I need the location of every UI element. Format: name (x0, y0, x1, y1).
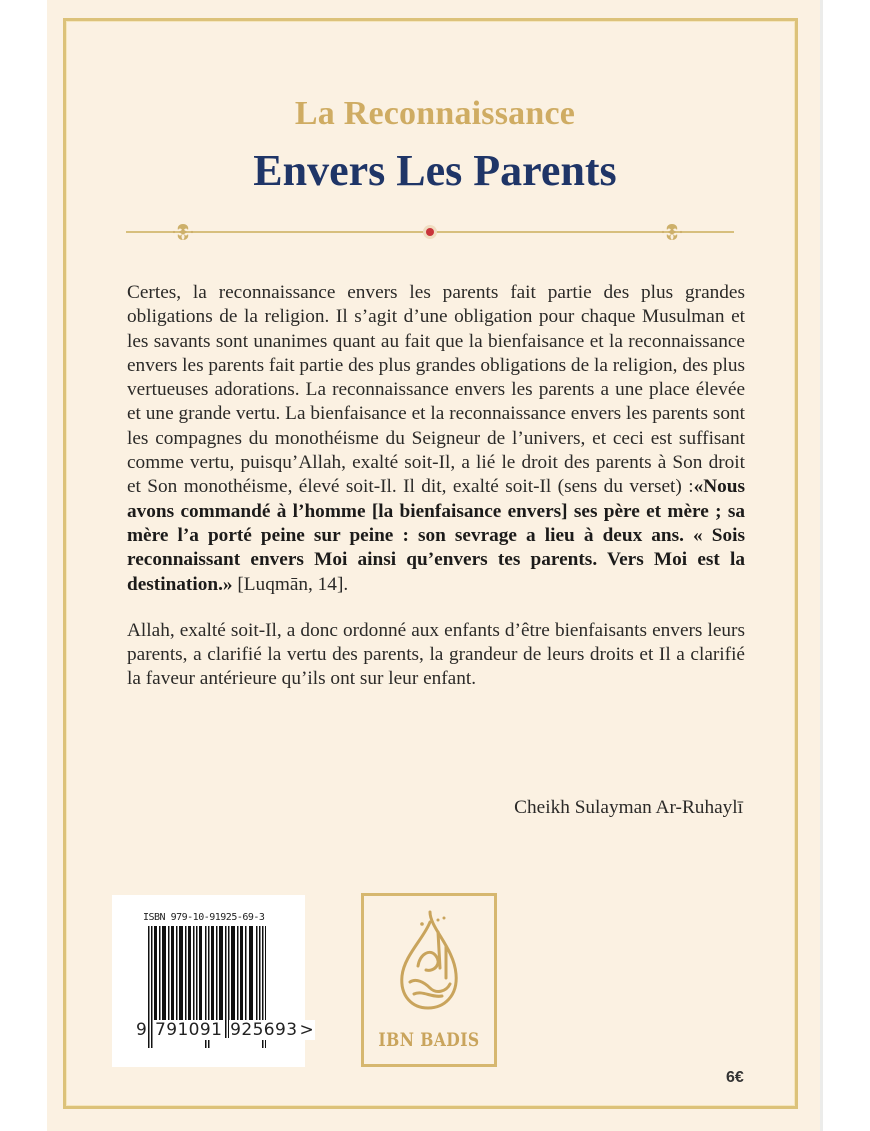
author-signature: Cheikh Sulayman Ar-Ruhaylī (514, 797, 743, 818)
price-label: 6€ (726, 1069, 744, 1086)
blurb-text (127, 281, 745, 692)
red-dot-icon (423, 225, 437, 239)
publisher-logo (361, 893, 497, 1067)
blurb-paragraph-2: Allah, exalté soit-Il, a donc ordonné aux enfants d’être bienfaisants envers leurs parents, a clarifié la vertu des parents, la grandeur de leurs droits et Il a clarifié la faveur antérieure qu’ils ont sur leur enfant. (127, 619, 745, 690)
quran-quote: «Nous avons commandé à l’homme [la bienfaisance envers] ses père et mère ; sa mère l’a porté peine sur peine : son sevrage a lieu à deux ans. « Sois reconnaissant envers Moi ainsi qu’envers tes parents. Vers Moi est la destination.» (127, 476, 745, 595)
title-line-2: Envers Les Parents (253, 146, 617, 195)
isbn-label: ISBN 979-10-91925-69-3 (143, 912, 265, 923)
barcode-digits (135, 1020, 315, 1040)
barcode-digits-group-1: 791091 (155, 1020, 223, 1040)
barcode-digit-lead: 9 (136, 1020, 148, 1040)
arabic-calligraphy-drop-logo-icon (394, 908, 464, 1012)
paragraph-intro: Certes, la reconnaissance envers les parents fait partie des plus grandes obligations de la religion. Il s’agit d’une obligation pour chaque Musulman et les savants sont unanimes quant au fait que la bienfaisance et la reconnaissance envers les parents fait partie des plus grandes obligations de la religion, des plus vertueuses adorations. La reconnaissance envers les parents a une place élevée et une grande vertu. La bienfaisance et la reconnaissance envers les parents sont les compagnes du monothéisme du Seigneur de l’univers, et ceci est suffisant comme vertu, puisqu’Allah, exalté soit-Il, a lié le droit des parents à Son droit et Son monothéisme, élevé soit-Il. Il dit, exalté soit-Il (sens du verset) : (127, 282, 745, 498)
title-line-1: La Reconnaissance (294, 95, 576, 132)
barcode-digit-trail: > (299, 1020, 315, 1040)
floral-ornament-icon (169, 218, 197, 246)
floral-ornament-icon (658, 218, 686, 246)
verse-reference: [Luqmān, 14]. (232, 573, 349, 595)
isbn-barcode (112, 895, 315, 1067)
blurb-paragraph-1 (127, 281, 745, 597)
barcode-digits-group-2: 925693 (230, 1020, 298, 1040)
publisher-name: IBN BADIS (378, 1029, 480, 1051)
